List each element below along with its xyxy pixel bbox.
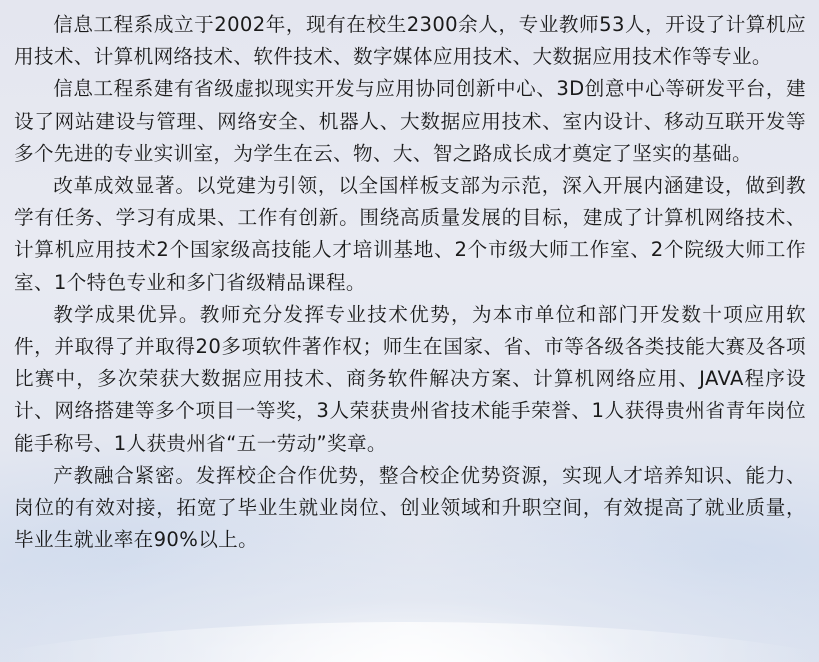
paragraph-industry-integration: 产教融合紧密。发挥校企合作优势，整合校企优势资源，实现人才培养知识、能力、岗位的有效对接，拓宽了毕业生就业岗位、创业领域和升职空间，有效提高了就业质量，毕业生就业率在90%以上。 [14,463,806,552]
paragraph-intro: 信息工程系成立于2002年，现有在校生2300余人，专业教师53人，开设了计算机应用技术、计算机网络技术、软件技术、数字媒体应用技术、大数据应用技术作等专业。 [14,13,806,69]
paragraph-reform: 改革成效显著。以党建为引领，以全国样板支部为示范，深入开展内涵建设，做到教学有任务、学习有成果、工作有创新。围绕高质量发展的目标，建成了计算机网络技术、计算机应用技术2个国家级高技能人才培训基地、2个市级大师工作室、2个院级大师工作室、1个特色专业和多门省级精品课程。 [14,174,806,294]
background-light-swoosh [0,572,819,662]
paragraph-achievements: 教学成果优异。教师充分发挥专业技术优势，为本市单位和部门开发数十项应用软件，并取得了并取得20多项软件著作权；师生在国家、省、市等各级各类技能大赛及各项比赛中，多次荣获大数据应用技术、商务软件解决方案、计算机网络应用、JAVA程序设计、网络搭建等多个项目一等奖，3人荣获贵州省技术能手荣誉、1人获得贵州省青年岗位能手称号、1人获贵州省“五一劳动”奖章。 [14,302,806,455]
document-body [14,9,806,556]
paragraph-platforms: 信息工程系建有省级虚拟现实开发与应用协同创新中心、3D创意中心等研发平台，建设了网站建设与管理、网络安全、机器人、大数据应用技术、室内设计、移动互联开发等多个先进的专业实训室，为学生在云、物、大、智之路成长成才奠定了坚实的基础。 [14,77,806,165]
